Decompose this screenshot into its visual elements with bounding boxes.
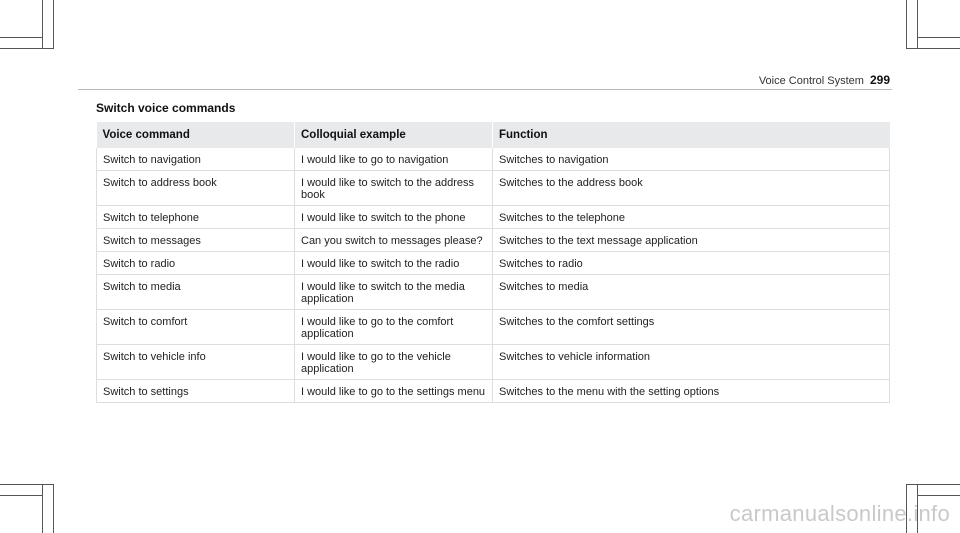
function-cell: Switches to vehicle information bbox=[493, 345, 890, 380]
column-header: Function bbox=[493, 122, 890, 148]
column-header: Voice command bbox=[97, 122, 295, 148]
voice-command-cell: Switch to telephone bbox=[97, 206, 295, 229]
table-row bbox=[97, 252, 890, 275]
table-row bbox=[97, 206, 890, 229]
table-row bbox=[97, 275, 890, 310]
colloquial-example-cell: I would like to switch to the radio bbox=[295, 252, 493, 275]
header-section: Voice Control System bbox=[758, 75, 864, 87]
voice-command-cell: Switch to radio bbox=[97, 252, 295, 275]
voice-command-cell: Switch to settings bbox=[97, 380, 295, 403]
table-row bbox=[97, 380, 890, 403]
voice-command-cell: Switch to vehicle info bbox=[97, 345, 295, 380]
crop-mark bbox=[906, 0, 907, 49]
crop-mark bbox=[0, 37, 42, 38]
colloquial-example-cell: I would like to switch to the media application bbox=[295, 275, 493, 310]
crop-mark bbox=[917, 0, 918, 49]
function-cell: Switches to media bbox=[493, 275, 890, 310]
function-cell: Switches to the comfort settings bbox=[493, 310, 890, 345]
voice-command-cell: Switch to address book bbox=[97, 171, 295, 206]
crop-mark bbox=[42, 484, 43, 533]
colloquial-example-cell: Can you switch to messages please? bbox=[295, 229, 493, 252]
colloquial-example-cell: I would like to go to the comfort application bbox=[295, 310, 493, 345]
running-header bbox=[759, 73, 890, 87]
table-row bbox=[97, 310, 890, 345]
function-cell: Switches to navigation bbox=[493, 148, 890, 171]
page-number: 299 bbox=[869, 73, 890, 87]
table-header-row bbox=[97, 122, 890, 148]
crop-mark bbox=[0, 484, 53, 485]
crop-mark bbox=[0, 48, 53, 49]
crop-mark bbox=[917, 495, 960, 496]
voice-command-cell: Switch to media bbox=[97, 275, 295, 310]
table-row bbox=[97, 345, 890, 380]
colloquial-example-cell: I would like to go to the vehicle application bbox=[295, 345, 493, 380]
colloquial-example-cell: I would like to switch to the address book bbox=[295, 171, 493, 206]
crop-mark bbox=[42, 0, 43, 49]
crop-mark bbox=[917, 37, 960, 38]
table-row bbox=[97, 171, 890, 206]
crop-mark bbox=[0, 495, 42, 496]
function-cell: Switches to radio bbox=[493, 252, 890, 275]
section-title: Switch voice commands bbox=[96, 101, 236, 115]
voice-command-cell: Switch to navigation bbox=[97, 148, 295, 171]
crop-mark bbox=[906, 48, 960, 49]
function-cell: Switches to the address book bbox=[493, 171, 890, 206]
colloquial-example-cell: I would like to go to the settings menu bbox=[295, 380, 493, 403]
watermark: carmanualsonline.info bbox=[729, 501, 950, 526]
crop-mark bbox=[53, 484, 54, 533]
colloquial-example-cell: I would like to go to navigation bbox=[295, 148, 493, 171]
crop-mark bbox=[53, 0, 54, 49]
voice-command-cell: Switch to messages bbox=[97, 229, 295, 252]
column-header: Colloquial example bbox=[295, 122, 493, 148]
colloquial-example-cell: I would like to switch to the phone bbox=[295, 206, 493, 229]
function-cell: Switches to the telephone bbox=[493, 206, 890, 229]
voice-commands-table bbox=[96, 122, 890, 403]
voice-command-cell: Switch to comfort bbox=[97, 310, 295, 345]
table-row bbox=[97, 148, 890, 171]
header-rule bbox=[78, 89, 892, 90]
crop-mark bbox=[906, 484, 960, 485]
function-cell: Switches to the menu with the setting options bbox=[493, 380, 890, 403]
table-row bbox=[97, 229, 890, 252]
function-cell: Switches to the text message application bbox=[493, 229, 890, 252]
